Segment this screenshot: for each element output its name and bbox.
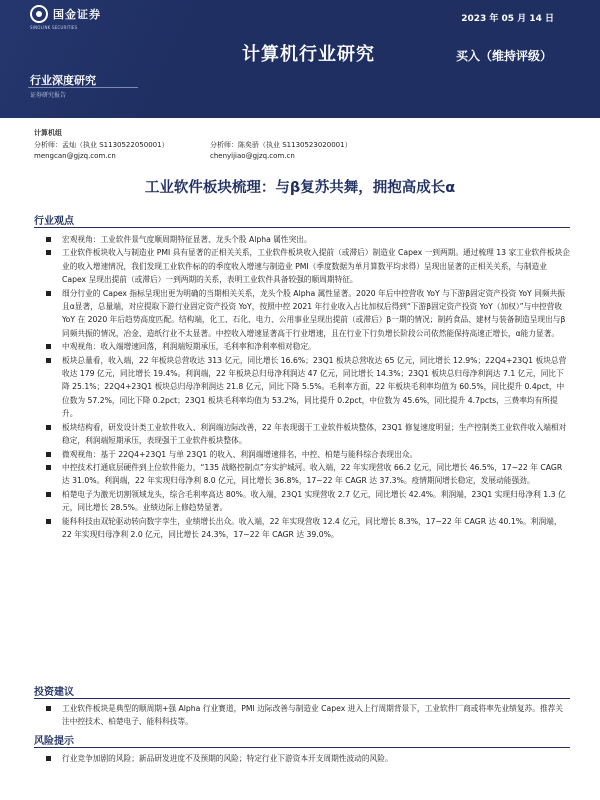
list-item: 微观视角：基于 22Q4+23Q1 与单 23Q1 的收入、利润端增速排名，中控、柏楚与能科综合表现出众。 bbox=[46, 448, 570, 461]
list-item: 能科科技由双轮驱动转向数字孪生，业绩增长出众。收入端，22 年实现营收 12.4 亿元，同比增长 8.3%，17~22 年 CAGR 达 40.1%。利润端，22 年实现归母净利 2.0 亿元，同比增长 24.3%，17~22 年 CAGR 达 39.0%。 bbox=[46, 515, 570, 542]
company-logo bbox=[30, 5, 101, 23]
list-item: 中观视角：收入端增速回落，利润端短期承压，毛利率和净利率相对稳定。 bbox=[46, 340, 570, 353]
report-subtype: 证券研究报告 bbox=[30, 92, 67, 99]
list-item: 工业软件板块收入与制造业 PMI 具有显著的正相关关系，工业软件板块收入提前（或滞后）制造业 Capex 一到两期。通过梳理 13 家工业软件板块企业的收入增速情况，我们发现工业软件标的的季度收入增速与制造业 PMI（季度数据为单月算数平均求得）呈现出显著的正相关关系，与制造业 Capex 呈现出提前（或滞后）一到两期的关系，表明工业软件具备较强的顺周期特征。 bbox=[46, 246, 570, 286]
section-divider bbox=[34, 698, 570, 699]
list-item: 工业软件板块是典型的顺周期+强 Alpha 行业赛道，PMI 边际改善与制造业 Capex 进入上行周期背景下，工业软件厂商或将率先业绩复苏。推荐关注中控技术、柏楚电子、能科科技等。 bbox=[46, 702, 570, 729]
list-item: 板块结构看，研发设计类工业软件收入、利润端边际改善，22 年表现弱于工业软件板块整体，23Q1 修复速度明显；生产控制类工业软件收入端相对稳定，利润端短期承压，表现强于工业软件板块整体。 bbox=[46, 421, 570, 448]
section-title-advice: 投资建议 bbox=[34, 687, 74, 698]
list-item: 中控技术打通底层硬件到上位软件能力，“135 战略控制点”夯实护城河。收入端，22 年实现营收 66.2 亿元，同比增长 46.5%，17~22 年 CAGR 达 31.0%。利润端，22 年实现归母净利 8.0 亿元，同比增长 36.8%，17~22 年 CAGR 达 37.3%。疫情期间增长稳定，发展动能强劲。 bbox=[46, 461, 570, 488]
analyst-2: 分析师：陈矣骄（执业 S1130523020001） bbox=[210, 141, 352, 149]
viewpoint-list bbox=[46, 233, 570, 541]
list-item: 行业竞争加剧的风险；新品研发进度不及预期的风险；特定行业下游资本开支周期性波动的风险。 bbox=[46, 752, 570, 765]
report-title: 工业软件板块梳理：与β复苏共舞，拥抱高成长α bbox=[144, 180, 456, 196]
analyst-1-email[interactable]: mengcan@gjzq.com.cn bbox=[34, 152, 116, 160]
section-divider bbox=[34, 227, 570, 228]
section-title-viewpoint: 行业观点 bbox=[34, 216, 74, 227]
team-name: 计算机组 bbox=[34, 129, 62, 137]
report-type: 行业深度研究 bbox=[30, 74, 96, 87]
risk-list bbox=[46, 752, 570, 765]
list-item: 细分行业的 Capex 指标呈现出更为明确的当期相关关系，龙头个股 Alpha 属性显著。2020 年后中控营收 YoY 与下游β固定资产投资 YoY 同频共振且α显著，总量端，对应提取下游行业固定资产投资 YoY，按照中控 2021 年行业收入占比加权后得到“下游β固定资产投资 YoY（加权）”与中控营收 YoY 在 2020 年后趋势高度匹配。结构端，化工、石化、电力、公用事业呈现出提前（或滞后）β一期的情况；制药食品、建材与装备制造呈现出与β同频共振的情况，冶金、造纸行业不太显著。中控收入增速显著高于行业增速，且在行业下行负增长阶段公司依然能保持高速正增长，α能力显著。 bbox=[46, 287, 570, 341]
logo-subtext: SINOLINK SECURITIES bbox=[30, 25, 78, 30]
logo-text: 国金证券 bbox=[53, 8, 101, 21]
analyst-1: 分析师：孟灿（执业 S1130522050001） bbox=[34, 141, 169, 149]
analyst-2-email[interactable]: chenyijiao@gjzq.com.cn bbox=[210, 152, 295, 160]
rating-label: 买入（维持评级） bbox=[456, 49, 553, 63]
report-category-title: 计算机行业研究 bbox=[242, 44, 375, 65]
list-item: 宏观视角：工业软件景气度顺周期特征显著、龙头个股 Alpha 属性突出。 bbox=[46, 233, 570, 246]
header-banner bbox=[0, 0, 600, 118]
advice-list bbox=[46, 702, 570, 729]
section-divider bbox=[34, 747, 570, 748]
list-item: 柏楚电子为激光切割领域龙头，综合毛利率高达 80%。收入端，23Q1 实现营收 2.7 亿元，同比增长 42.4%。利润端，23Q1 实现归母净利 1.3 亿元，同比增长 28.5%。业绩边际上修趋势显著。 bbox=[46, 488, 570, 515]
report-date: 2023 年 05 月 14 日 bbox=[461, 14, 554, 24]
section-title-risk: 风险提示 bbox=[34, 736, 74, 747]
list-item: 板块总量看，收入端，22 年板块总营收达 313 亿元，同比增长 16.6%；23Q1 板块总营收达 65 亿元，同比增长 12.9%；22Q4+23Q1 板块总营收达 179 亿元，同比增长 19.4%。利润端，22 年板块总归母净利润达 47 亿元，同比增长 14.3%；23Q1 板块总归母净利润达 7.1 亿元，同比下降 25.1%；22Q4+23Q1 板块总归母净利润达 21.8 亿元，同比下降 5.5%。毛利率方面，22 年板块毛利率均值为 60.5%，同比提升 0.4pct，中位数为 57.2%，同比下降 0.2pct；23Q1 板块毛利率均值为 53.2%，同比提升 0.2pct，中位数为 45.6%，同比提升 4.7pcts，三费率均有所提升。 bbox=[46, 354, 570, 421]
logo-icon bbox=[30, 5, 48, 23]
